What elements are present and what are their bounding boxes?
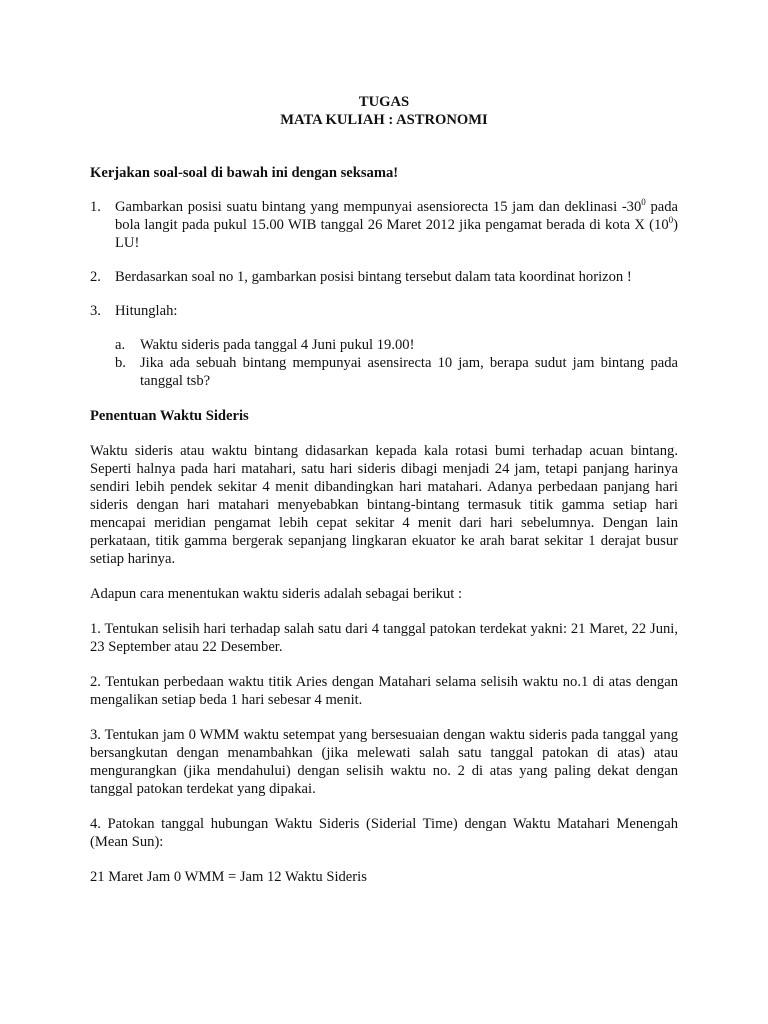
question-2-number: 2. [90,269,101,285]
instruction-text: Kerjakan soal-soal di bawah ini dengan seksama! [90,165,399,181]
paragraph-step-2: 2. Tentukan perbedaan waktu titik Aries dengan Matahari selama selisih waktu no.1 di atas dengan mengalikan setiap beda 1 hari sebesar 4 menit. [90,674,678,708]
paragraph-intro: Waktu sideris atau waktu bintang didasarkan kepada kala rotasi bumi terhadap acuan bintang. Seperti halnya pada hari matahari, satu hari sideris dibagi menjadi 24 jam, tetapi panjang harinya sendiri lebih pendek sekitar 4 menit dibandingkan hari matahari. Adanya perbedaan panjang hari sideris dengan hari matahari menyebabkan bintang-bintang termasuk titik gamma setiap hari mencapai meridian pengamat lebih cepat sekitar 4 menit dari hari sebelumnya. Dengan lain perkataan, titik gamma bergerak sepanjang lingkaran ekuator ke arah barat sekitar 1 derajat busur setiap harinya. [90,443,678,567]
paragraph-reference: 21 Maret Jam 0 WMM = Jam 12 Waktu Sideris [90,869,367,885]
question-3 [90,302,678,320]
course-title: MATA KULIAH : ASTRONOMI [280,112,488,128]
document-page [90,93,678,886]
section-heading: Penentuan Waktu Sideris [90,408,249,424]
question-1-text-a: Gambarkan posisi suatu bintang yang mempunyai asensiorecta 15 jam dan deklinasi -30 [115,199,642,215]
question-1 [90,198,678,252]
question-1-number: 1. [90,199,101,215]
question-3a [90,336,678,354]
question-1-sup-b: 0 [668,215,674,225]
question-3b [90,354,678,390]
question-1-text-c: ) LU! [115,217,678,251]
question-2 [90,268,678,286]
question-2-text: Berdasarkan soal no 1, gambarkan posisi bintang tersebut dalam tata koordinat horizon ! [115,269,632,285]
paragraph-step-1: 1. Tentukan selisih hari terhadap salah satu dari 4 tanggal patokan terdekat yakni: 21 Maret, 22 Juni, 23 September atau 22 Desember. [90,621,678,655]
paragraph-step-3: 3. Tentukan jam 0 WMM waktu setempat yang bersesuaian dengan waktu sideris pada tanggal yang bersangkutan dengan menambahkan (jika melewati salah satu tanggal patokan di atas) atau mengurangkan (jika mendahului) dengan selisih waktu no. 2 di atas yang paling dekat dengan tanggal patokan terdekat yang dipakai. [90,727,678,797]
question-3-text: Hitunglah: [115,303,178,319]
question-3b-text: Jika ada sebuah bintang mempunyai asensirecta 10 jam, berapa sudut jam bintang pada tanggal tsb? [140,355,678,389]
document-title: TUGAS [358,94,410,110]
question-3b-number: b. [115,355,126,371]
question-1-text-b: pada bola langit pada pukul 15.00 WIB tanggal 26 Maret 2012 jika pengamat berada di kota X (10 [115,199,678,233]
question-1-sup-a: 0 [641,197,646,207]
question-3a-number: a. [115,337,126,353]
question-3-number: 3. [90,303,101,319]
question-3a-text: Waktu sideris pada tanggal 4 Juni pukul 19.00! [140,337,415,353]
paragraph-step-4: 4. Patokan tanggal hubungan Waktu Sideris (Siderial Time) dengan Waktu Matahari Menengah (Mean Sun): [90,816,678,850]
paragraph-method: Adapun cara menentukan waktu sideris adalah sebagai berikut : [90,586,463,602]
